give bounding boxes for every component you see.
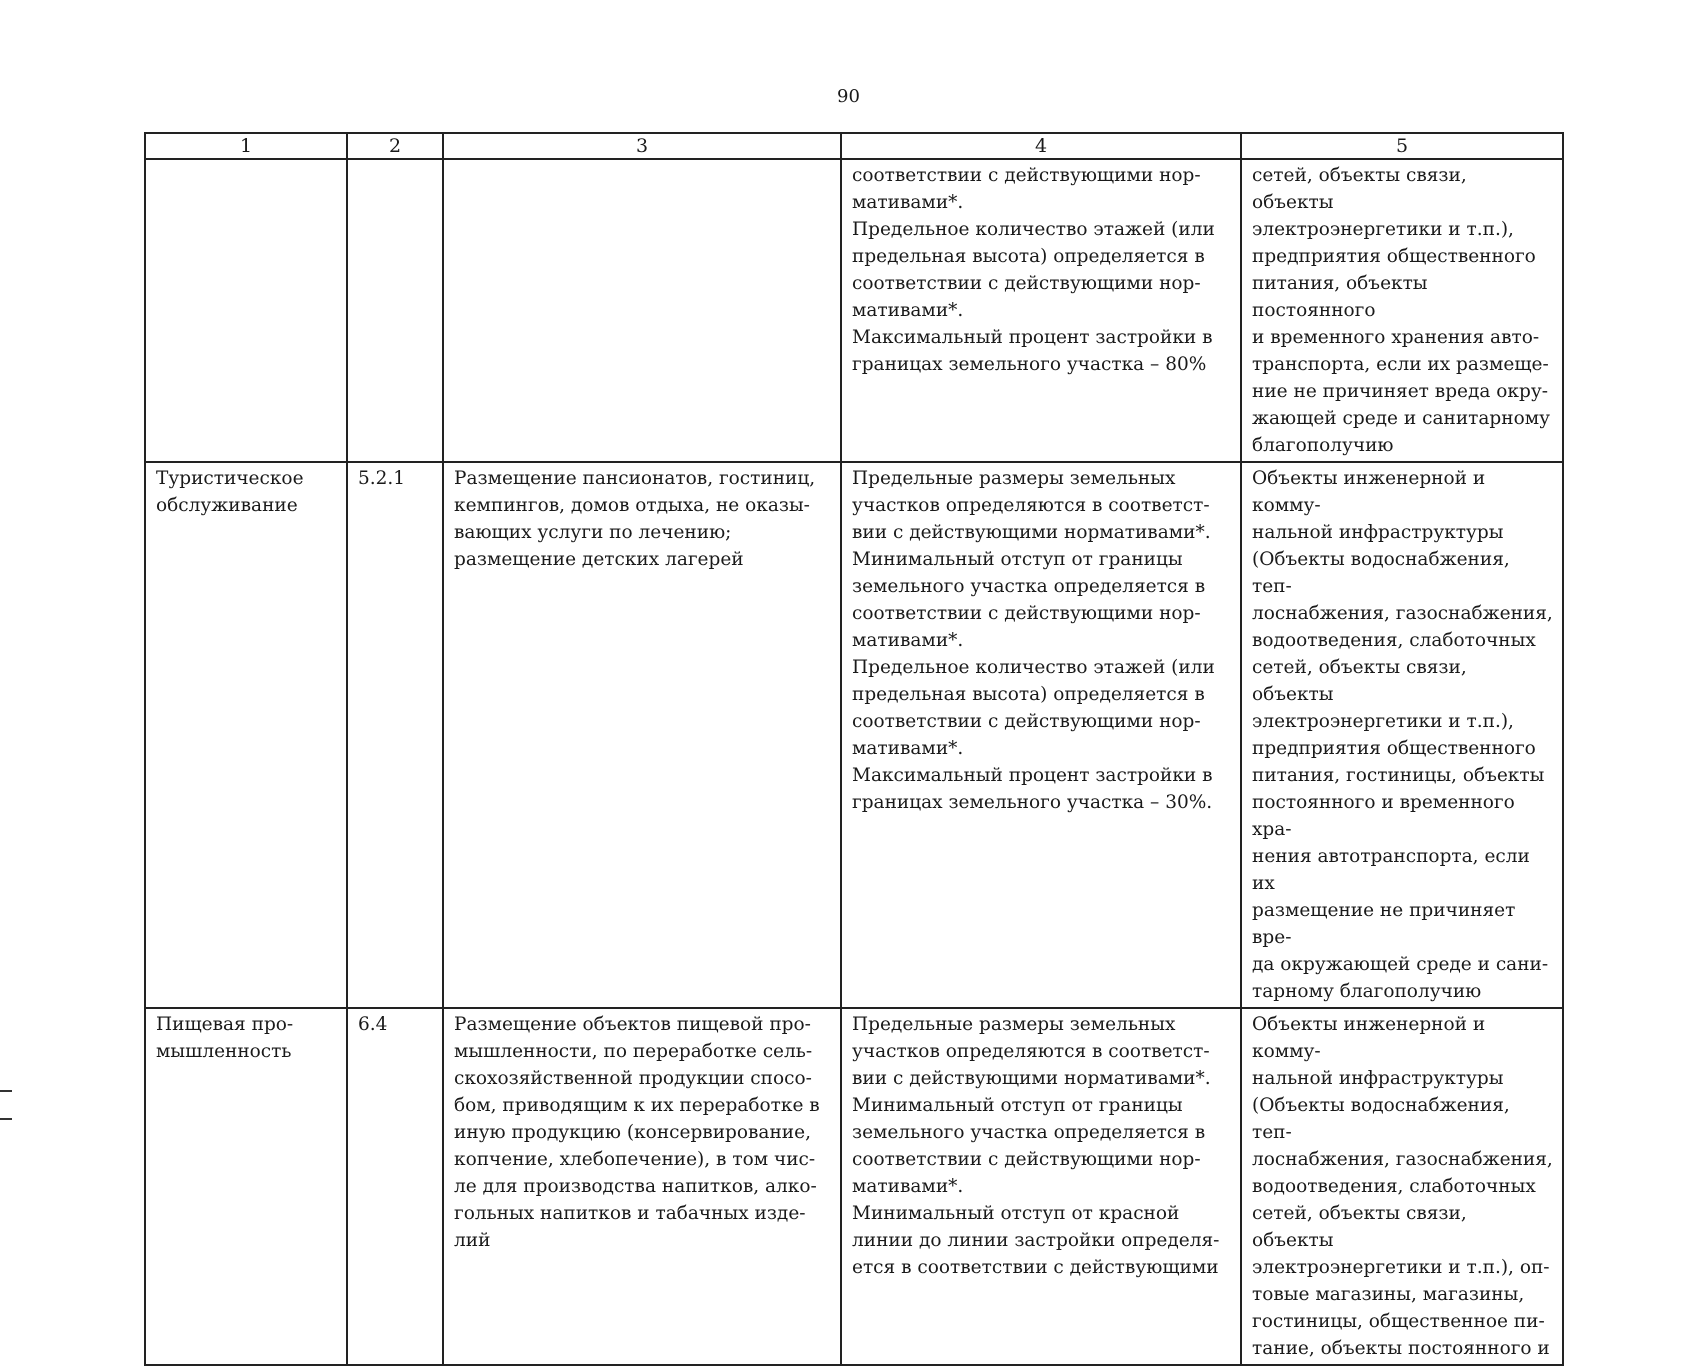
margin-tick-mark bbox=[0, 1118, 12, 1120]
margin-tick-mark bbox=[0, 1090, 12, 1092]
use-code-cell bbox=[347, 159, 443, 462]
use-code-text: 5.2.1 bbox=[358, 468, 406, 489]
parameters-cell bbox=[841, 159, 1241, 462]
parameters-cell bbox=[841, 462, 1241, 1008]
use-description-text: Размещение объектов пищевой про- мышленности, по переработке сель- скохозяйственной продукции спосо- бом, приводящим к их переработке в иную продукцию (консервирование, копчение, хлебопечение), в том чис- ле для производства напитков, алко- гольных напитков и табачных изде- лий bbox=[454, 1014, 820, 1251]
use-code-cell bbox=[347, 462, 443, 1008]
use-name-cell bbox=[145, 462, 347, 1008]
page-number: 90 bbox=[837, 86, 860, 107]
use-name-cell bbox=[145, 159, 347, 462]
use-description-cell bbox=[443, 159, 841, 462]
auxiliary-uses-cell bbox=[1241, 159, 1563, 462]
use-code-text: 6.4 bbox=[358, 1014, 388, 1035]
parameters-text: Предельные размеры земельных участков определяются в соответст- вии с действующими нормативами*. Минимальный отступ от границы земельного участка определяется в соответствии с действующими нор- мативами*. Минимальный отступ от красной линии до линии застройки определя- ется в соответствии с действующими bbox=[852, 1014, 1220, 1278]
auxiliary-uses-cell bbox=[1241, 462, 1563, 1008]
parameters-text: соответствии с действующими нор- мативами*. Предельное количество этажей (или предельная высота) определяется в соответствии с действующими нор- мативами*. Максимальный процент застройки в границах земельного участка – 80% bbox=[852, 165, 1215, 375]
parameters-text: Предельные размеры земельных участков определяются в соответст- вии с действующими нормативами*. Минимальный отступ от границы земельного участка определяется в соответствии с действующими нор- мативами*. Предельное количество этажей (или предельная высота) определяется в соответствии с действующими нор- мативами*. Максимальный процент застройки в границах земельного участка – 30%. bbox=[852, 468, 1215, 813]
use-description-text: Размещение пансионатов, гостиниц, кемпингов, домов отдыха, не оказы- вающих услуги по лечению; размещение детских лагерей bbox=[454, 468, 816, 570]
table-row bbox=[145, 462, 1563, 1008]
table-row bbox=[145, 1008, 1563, 1365]
use-code-cell bbox=[347, 1008, 443, 1365]
auxiliary-uses-text: сетей, объекты связи, объекты электроэнергетики и т.п.), предприятия общественного питания, объекты постоянного и временного хранения авто- транспорта, если их размеще- ние не причиняет вреда окру- жающей среде и санитарному благополучию bbox=[1252, 165, 1550, 456]
column-header-3: 3 bbox=[443, 133, 841, 159]
auxiliary-uses-cell bbox=[1241, 1008, 1563, 1365]
use-description-cell bbox=[443, 462, 841, 1008]
use-description-cell bbox=[443, 1008, 841, 1365]
column-header-4: 4 bbox=[841, 133, 1241, 159]
use-name-cell bbox=[145, 1008, 347, 1365]
parameters-cell bbox=[841, 1008, 1241, 1365]
auxiliary-uses-text: Объекты инженерной и комму- нальной инфраструктуры (Объекты водоснабжения, теп- лоснабжения, газоснабжения, водоотведения, слаботочных сетей, объекты связи, объекты электроэнергетики и т.п.), предприятия общественного питания, гостиницы, объекты постоянного и временного хра- нения автотранспорта, если их размещение не причиняет вре- да окружающей среде и сани- тарному благополучию bbox=[1252, 468, 1553, 1002]
use-name-text: Туристическое обслуживание bbox=[156, 468, 304, 516]
column-header-2: 2 bbox=[347, 133, 443, 159]
land-use-table bbox=[144, 132, 1564, 1366]
table-row bbox=[145, 159, 1563, 462]
header-row bbox=[145, 133, 1563, 159]
column-header-1: 1 bbox=[145, 133, 347, 159]
auxiliary-uses-text: Объекты инженерной и комму- нальной инфраструктуры (Объекты водоснабжения, теп- лоснабжения, газоснабжения, водоотведения, слаботочных сетей, объекты связи, объекты электроэнергетики и т.п.), оп- товые магазины, магазины, гостиницы, общественное пи- тание, объекты постоянного и bbox=[1252, 1014, 1553, 1359]
column-header-5: 5 bbox=[1241, 133, 1563, 159]
use-name-text: Пищевая про- мышленность bbox=[156, 1014, 294, 1062]
